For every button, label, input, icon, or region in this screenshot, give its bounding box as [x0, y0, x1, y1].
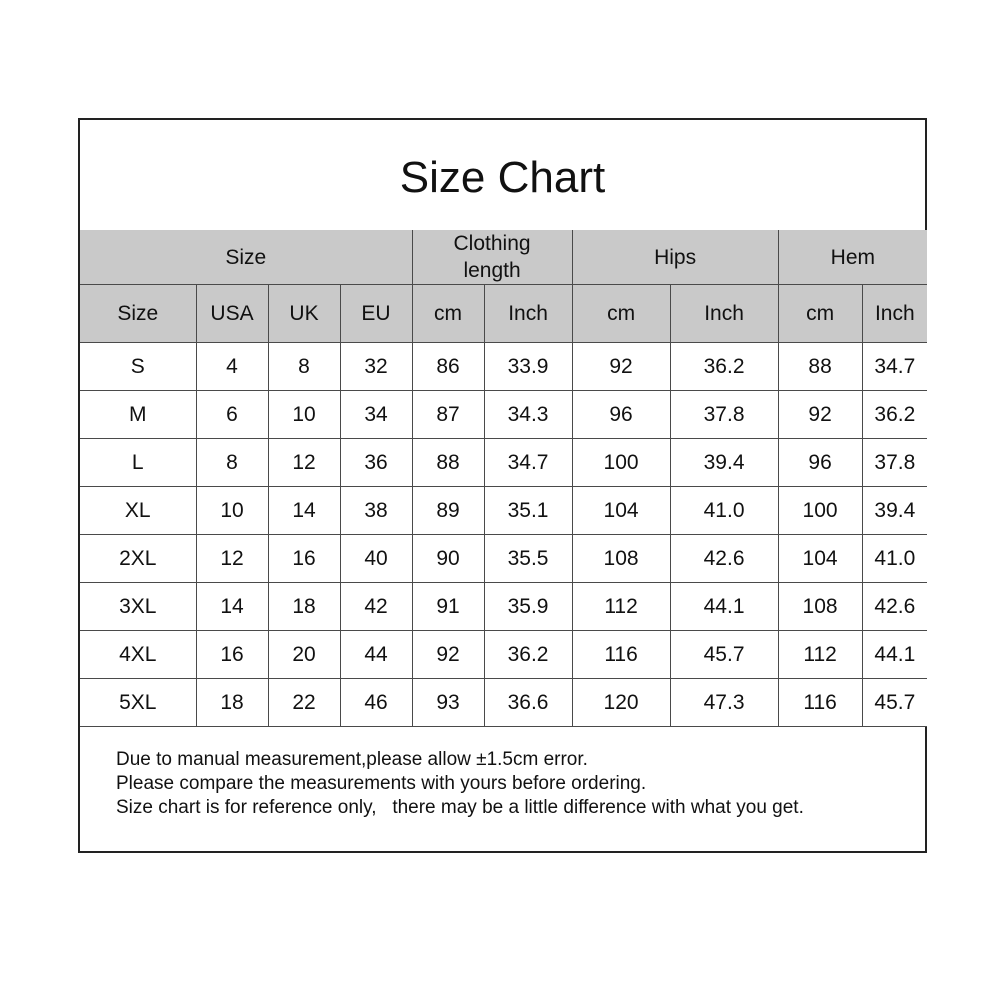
group-header-cell: Hem	[778, 230, 927, 285]
table-cell: 37.8	[862, 439, 927, 487]
table-cell: 3XL	[80, 583, 196, 631]
table-cell: 34.3	[484, 391, 572, 439]
table-cell: 100	[572, 439, 670, 487]
table-cell: M	[80, 391, 196, 439]
table-cell: 36.2	[670, 343, 778, 391]
table-cell: 10	[268, 391, 340, 439]
table-cell: 39.4	[862, 487, 927, 535]
table-cell: 35.1	[484, 487, 572, 535]
table-cell: 39.4	[670, 439, 778, 487]
table-cell: 4	[196, 343, 268, 391]
size-table	[80, 230, 927, 727]
table-cell: 92	[778, 391, 862, 439]
table-cell: 20	[268, 631, 340, 679]
group-header-cell: Size	[80, 230, 412, 285]
table-cell: 44.1	[862, 631, 927, 679]
column-header-cell: UK	[268, 285, 340, 343]
table-cell: 12	[268, 439, 340, 487]
table-row	[80, 391, 927, 439]
table-cell: 42.6	[862, 583, 927, 631]
table-cell: 120	[572, 679, 670, 727]
table-cell: 42	[340, 583, 412, 631]
table-row	[80, 439, 927, 487]
table-cell: 38	[340, 487, 412, 535]
table-cell: 4XL	[80, 631, 196, 679]
table-cell: 96	[778, 439, 862, 487]
table-cell: XL	[80, 487, 196, 535]
table-cell: 33.9	[484, 343, 572, 391]
table-cell: 34.7	[484, 439, 572, 487]
table-row	[80, 535, 927, 583]
table-cell: 34.7	[862, 343, 927, 391]
table-cell: 116	[778, 679, 862, 727]
table-cell: 40	[340, 535, 412, 583]
note-line: Due to manual measurement,please allow ±1.5cm error.	[116, 749, 588, 770]
table-cell: 6	[196, 391, 268, 439]
table-cell: 44	[340, 631, 412, 679]
table-cell: 35.9	[484, 583, 572, 631]
table-cell: 87	[412, 391, 484, 439]
table-row	[80, 679, 927, 727]
chart-title: Size Chart	[399, 153, 606, 202]
table-cell: 14	[268, 487, 340, 535]
table-cell: 35.5	[484, 535, 572, 583]
table-row	[80, 487, 927, 535]
table-cell: 108	[778, 583, 862, 631]
table-cell: 12	[196, 535, 268, 583]
table-cell: 8	[196, 439, 268, 487]
table-cell: 14	[196, 583, 268, 631]
group-header-row	[80, 230, 927, 285]
table-cell: 112	[572, 583, 670, 631]
table-cell: 86	[412, 343, 484, 391]
column-header-cell: cm	[778, 285, 862, 343]
table-cell: 112	[778, 631, 862, 679]
table-row	[80, 343, 927, 391]
size-chart-frame	[78, 118, 927, 853]
table-cell: 36.6	[484, 679, 572, 727]
table-cell: 104	[572, 487, 670, 535]
table-cell: 91	[412, 583, 484, 631]
table-row	[80, 631, 927, 679]
table-cell: 42.6	[670, 535, 778, 583]
column-header-cell: USA	[196, 285, 268, 343]
table-cell: 89	[412, 487, 484, 535]
table-cell: 18	[196, 679, 268, 727]
table-cell: 5XL	[80, 679, 196, 727]
table-cell: 32	[340, 343, 412, 391]
table-cell: 10	[196, 487, 268, 535]
table-cell: 104	[778, 535, 862, 583]
table-cell: 8	[268, 343, 340, 391]
table-cell: 88	[778, 343, 862, 391]
note-line: Size chart is for reference only, there may be a little difference with what you get.	[116, 797, 804, 818]
table-cell: 36	[340, 439, 412, 487]
table-cell: 46	[340, 679, 412, 727]
column-header-cell: cm	[412, 285, 484, 343]
group-header-cell: Clothing length	[412, 230, 572, 285]
column-header-cell: Inch	[670, 285, 778, 343]
column-header-cell: Inch	[862, 285, 927, 343]
table-row	[80, 583, 927, 631]
table-cell: 92	[412, 631, 484, 679]
table-cell: 18	[268, 583, 340, 631]
table-cell: 41.0	[670, 487, 778, 535]
table-cell: 34	[340, 391, 412, 439]
table-cell: S	[80, 343, 196, 391]
column-header-cell: Size	[80, 285, 196, 343]
table-cell: 41.0	[862, 535, 927, 583]
table-cell: 2XL	[80, 535, 196, 583]
group-header-cell: Hips	[572, 230, 778, 285]
table-cell: 100	[778, 487, 862, 535]
table-cell: 108	[572, 535, 670, 583]
table-cell: 90	[412, 535, 484, 583]
table-cell: 96	[572, 391, 670, 439]
table-cell: 45.7	[670, 631, 778, 679]
table-cell: 36.2	[484, 631, 572, 679]
table-cell: L	[80, 439, 196, 487]
table-cell: 16	[268, 535, 340, 583]
column-header-cell: EU	[340, 285, 412, 343]
table-cell: 47.3	[670, 679, 778, 727]
note-line: Please compare the measurements with yours before ordering.	[116, 773, 647, 794]
table-cell: 44.1	[670, 583, 778, 631]
table-cell: 45.7	[862, 679, 927, 727]
table-cell: 37.8	[670, 391, 778, 439]
column-header-row	[80, 285, 927, 343]
table-cell: 22	[268, 679, 340, 727]
table-cell: 92	[572, 343, 670, 391]
column-header-cell: Inch	[484, 285, 572, 343]
table-cell: 88	[412, 439, 484, 487]
notes	[116, 748, 804, 820]
column-header-cell: cm	[572, 285, 670, 343]
table-cell: 36.2	[862, 391, 927, 439]
table-cell: 16	[196, 631, 268, 679]
table-cell: 116	[572, 631, 670, 679]
table-cell: 93	[412, 679, 484, 727]
